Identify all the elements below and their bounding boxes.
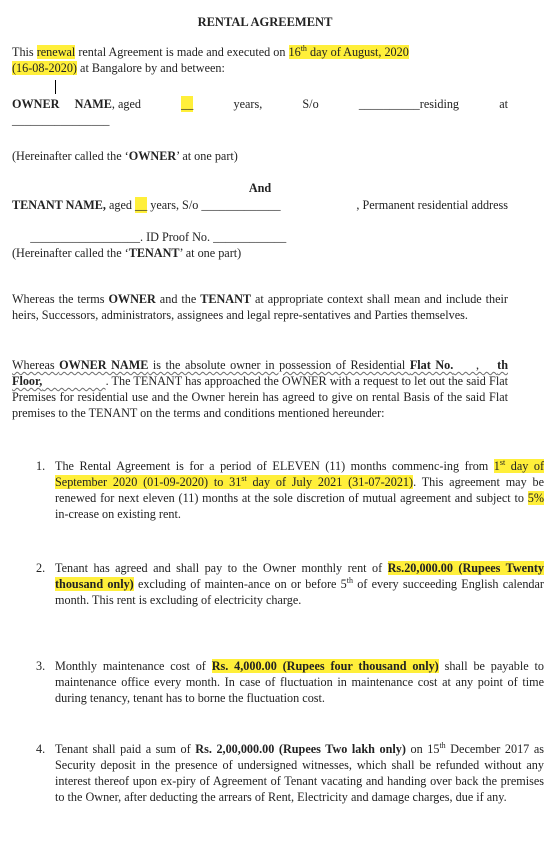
- agreement-date: 16th day of August, 2020: [288, 43, 409, 59]
- and-heading: And: [248, 181, 272, 195]
- owner-address-blank: ________________: [12, 113, 110, 127]
- tenant-name-label: TENANT NAME,: [12, 198, 106, 212]
- tenant-father-blank: _____________: [201, 198, 281, 212]
- whereas-premises: Whereas OWNER NAME is the absolute owner in possession of Residential Flat No. , th Floor, . The TENANT has approached the OWNER with a request to let out the said Flat Premises for residential use and the Owner herein has agreed to give on rental Basis of the said Flat premises to the TENANT on the terms and conditions mentioned hereunder:: [12, 358, 508, 420]
- owner-age-blank: __: [181, 97, 194, 111]
- monthly-rent: Rs.20,000.00 (Rupees Twenty thousand only): [55, 561, 544, 591]
- intro-paragraph: This renewal rental Agreement is made and executed on 16th day of August, 2020 (16-08-2020) at Bangalore by and between:: [12, 43, 409, 75]
- security-deposit: Rs. 2,00,000.00 (Rupees Two lakh only): [195, 742, 406, 756]
- tenant-id-blank: ____________: [213, 230, 287, 244]
- rental-period: 1st day of September 2020 (01-09-2020) to 31st day of July 2021 (31-07-2021): [55, 457, 544, 489]
- tenant-age-blank: __: [135, 198, 148, 212]
- tenant-address-blank: __________________: [30, 230, 140, 244]
- agreement-date-numeric: (16-08-2020): [12, 61, 77, 75]
- text-cursor: [55, 80, 56, 94]
- owner-name-label: OWNER NAME: [12, 97, 112, 111]
- maintenance-cost: Rs. 4,000.00 (Rupees four thousand only): [211, 659, 439, 673]
- owner-note: (Hereinafter called the ‘OWNER’ at one part): [12, 149, 238, 163]
- owner-father-blank: __________: [358, 97, 420, 111]
- tenant-note: (Hereinafter called the ‘TENANT’ at one part): [12, 246, 242, 260]
- rent-increase-percent: 5%: [527, 491, 544, 505]
- owner-details: OWNER NAME, aged __ years, S/o __________residing at ________________: [12, 97, 508, 127]
- renewal-word: renewal: [36, 45, 76, 59]
- document-title: RENTAL AGREEMENT: [197, 15, 333, 29]
- document-page: RENTAL AGREEMENT This renewal rental Agreement is made and executed on 16th day of August, 2020 (16-08-2020) at Bangalore by and between: OWNER NAME, aged __ years, S/o __________residing at ________________ (Hereinafter called the ‘OWNER’ at one part) And TENANT NAME, aged __ years, S/o _____________ , Permanent residential address __________________. ID Proof No. ____________ (Hereinafter called the ‘TENANT’ at one part) Whereas the terms OWNER and the TENANT at appropriate context shall mean and include their heirs, Successors, administrators, assignees and legal repre-sentatives and Parties themselves. Whereas OWNER NAME is the absolute owner in possession of Residential Flat No. , th Floor, . The TENANT has approached the OWNER with a request to let out the said Flat Premises for residential use and the Owner herein has agreed to give on rental Basis of the said Flat premises to the TENANT on the terms and conditions mentioned hereunder: 1. The Rental Agreement is for a period of ELEVEN (11) months commenc-ing from 1st day of September 2020 (01-09-2020) to 31st day of July 2021 (31-07-2021). This agreement may be renewed for next eleven (11) months at the sole discretion of mutual agreement and subject to 5% in-crease on existing rent. 2. Tenant has agreed and shall pay to the Owner monthly rent of Rs.20,000.00 (Rupees Twenty thousand only) excluding of mainten-ance on or before 5th of every succeeding English calendar month. This rent is excluding of electricity charge. 3. Monthly maintenance cost of Rs. 4,000.00 (Rupees four thousand only) shall be payable to maintenance office every month. In case of fluctuation in maintenance cost at any point of time during tenancy, tenant has to borne the fluctuation cost. 4. Tenant shall paid a sum of Rs. 2,00,000.00 (Rupees Two lakh only) on 15th December 2017 as Security deposit in the presence of undersigned witnesses, which shall be refunded without any interest thereof upon ex-piry of Agreement of Tenant vacating and handing over back the premises to the Owner, after deducting the arrears of Rent, Electricity and damage charges, due if any.: [0, 0, 530, 843]
- tenant-details: TENANT NAME, aged __ years, S/o _____________ , Permanent residential address __________________. ID Proof No. ____________: [12, 198, 508, 244]
- whereas-definitions: Whereas the terms OWNER and the TENANT at appropriate context shall mean and include their heirs, Successors, administrators, assignees and legal repre-sentatives and Parties themselves.: [12, 292, 508, 322]
